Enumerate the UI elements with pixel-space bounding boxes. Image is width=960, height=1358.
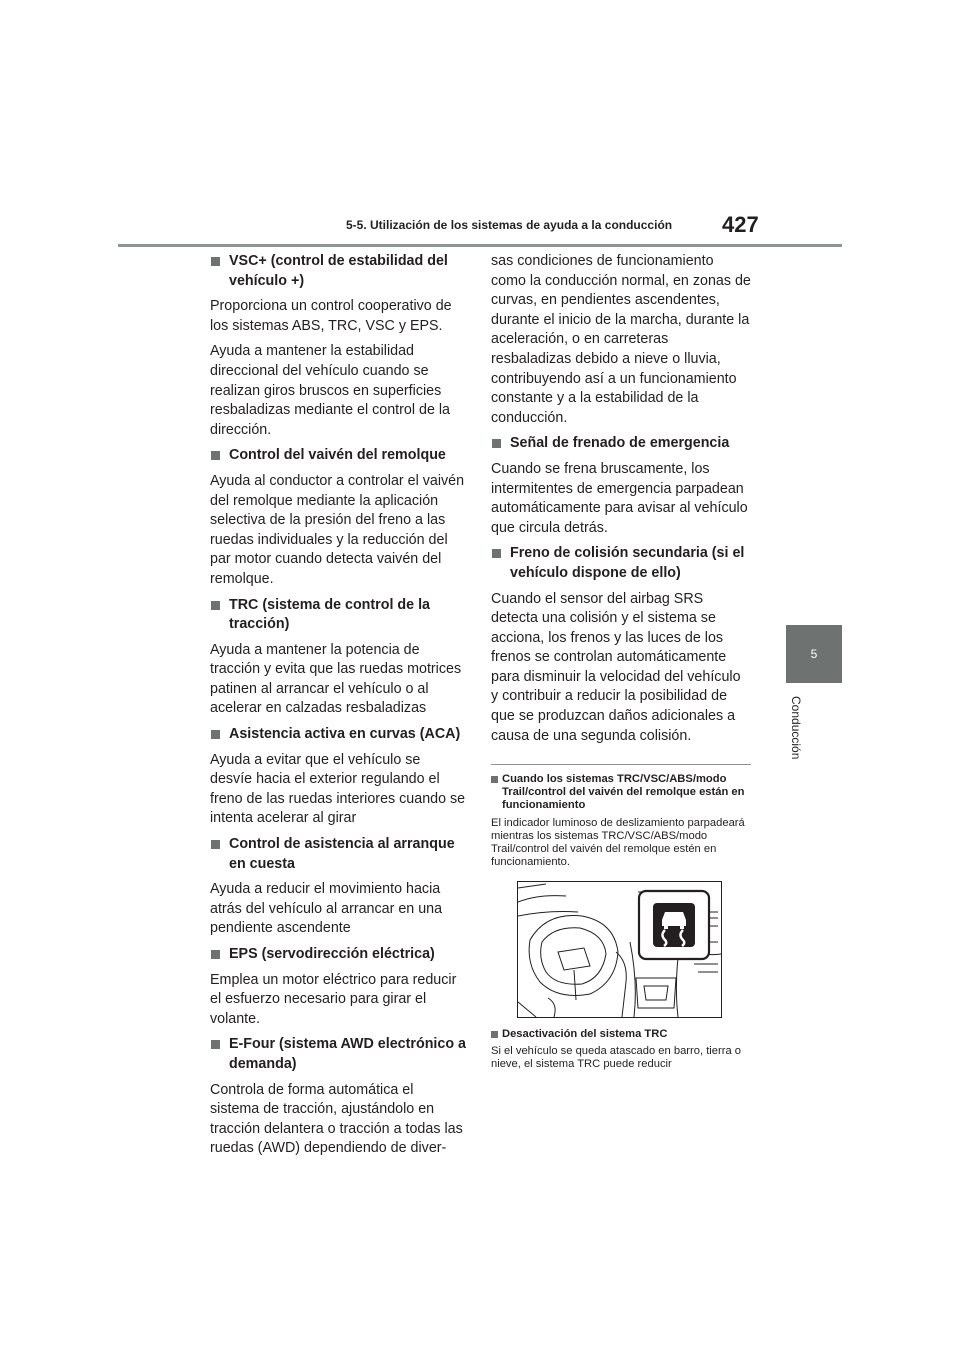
bullet-square-icon: [211, 601, 220, 610]
bullet-square-icon: [211, 950, 220, 959]
slip-indicator-icon: [653, 903, 695, 947]
section-heading: Señal de frenado de emergencia: [510, 435, 730, 452]
bullet-square-icon: [211, 257, 220, 266]
chapter-number: 5: [810, 647, 818, 661]
section-heading: Freno de colisión secundaria (si el vehículo dispone de ello): [510, 545, 745, 581]
note-paragraph: Si el vehículo se queda atascado en barro, tierra o nieve, el sistema TRC puede reducir: [491, 1045, 742, 1071]
note-block: [491, 773, 751, 1071]
paragraph: Ayuda a mantener la potencia de tracción y evita que las ruedas motrices patinen al arrancar el vehículo o al acelerar en calzadas resbaladizas: [210, 641, 462, 717]
section-heading: VSC+ (control de estabilidad del vehículo +): [229, 253, 448, 289]
paragraph: Controla de forma automática el sistema de tracción, ajustándolo en tracción delantera o tracción a todas las ruedas (AWD) dependiendo de diver-: [210, 1081, 463, 1157]
section-hill-start: [210, 835, 466, 939]
paragraph-continuation: sas condiciones de funcionamiento como la conducción normal, en zonas de curvas, en pendientes ascendentes, durante el inicio de la marcha, durante la aceleración, o en carreteras resbaladizas debido a nieve o lluvia, contribuyendo así a un funcionamiento constante y a la estabilidad de la conducción.: [491, 253, 751, 426]
section-heading: E-Four (sistema AWD electrónico a demanda): [229, 1036, 467, 1072]
note-heading: Desactivación del sistema TRC: [502, 1027, 668, 1040]
bullet-square-icon: [491, 776, 498, 783]
page-number: 427: [722, 212, 759, 237]
section-title: 5-5. Utilización de los sistemas de ayuda a la conducción: [346, 218, 673, 232]
section-emergency-brake-signal: [491, 434, 751, 538]
dashboard-illustration: [518, 882, 721, 1017]
section-heading: Control del vaivén del remolque: [229, 447, 446, 464]
section-trailer-sway: [210, 446, 466, 589]
section-heading: EPS (servodirección eléctrica): [229, 946, 435, 962]
section-heading: Asistencia activa en curvas (ACA): [229, 726, 461, 743]
bullet-square-icon: [211, 451, 220, 460]
bullet-square-icon: [211, 730, 220, 739]
section-vsc-plus: [210, 252, 466, 440]
header-rule: [118, 244, 842, 247]
bullet-square-icon: [211, 840, 220, 849]
paragraph: Emplea un motor eléctrico para reducir el esfuerzo necesario para girar el volante.: [210, 971, 457, 1027]
section-heading: TRC (sistema de control de la tracción): [229, 596, 430, 633]
section-heading: Control de asistencia al arranque en cuesta: [229, 836, 455, 872]
bullet-square-icon: [491, 1031, 498, 1038]
section-secondary-collision-brake: [491, 544, 751, 746]
right-column: [491, 252, 751, 1075]
section-e-four: [210, 1035, 466, 1159]
note-divider: [491, 764, 751, 765]
note-heading: Cuando los sistemas TRC/VSC/ABS/modo Trail/control del vaivén del remolque están en funcionamiento: [502, 773, 745, 812]
left-column: [210, 252, 466, 1165]
bullet-square-icon: [492, 439, 501, 448]
bullet-square-icon: [492, 549, 501, 558]
note-paragraph: El indicador luminoso de deslizamiento parpadeará mientras los sistemas TRC/VSC/ABS/modo Trail/control del vaivén del remolque estén en funcionamiento.: [491, 816, 745, 868]
paragraph: Ayuda a mantener la estabilidad direccional del vehículo cuando se realizan giros bruscos en superficies resbaladizas mediante el control de la dirección.: [210, 343, 451, 438]
paragraph: Cuando el sensor del airbag SRS detecta una colisión y el sistema se acciona, los frenos y las luces de los frenos se controlan automáticamente para disminuir la velocidad del vehículo y contribuir a reducir la posibilidad de que se produzcan daños adicionales a causa de una segunda colisión.: [491, 590, 741, 744]
paragraph: Cuando se frena bruscamente, los intermitentes de emergencia parpadean automáticamente para avisar al vehículo que circula detrás.: [491, 460, 748, 536]
paragraph: Ayuda al conductor a controlar el vaivén del remolque mediante la aplicación selectiva de la presión del freno a las ruedas individuales y la reducción del par motor cuando detecta vaivén del remolque.: [210, 472, 465, 587]
chapter-tab: [786, 625, 842, 683]
paragraph: Ayuda a reducir el movimiento hacia atrás del vehículo al arrancar en una pendiente ascendente: [210, 881, 443, 937]
section-trc: [210, 596, 466, 720]
paragraph: Ayuda a evitar que el vehículo se desvíe hacia el exterior regulando el freno de las ruedas interiores cuando se intenta acelerar al girar: [210, 751, 466, 827]
dashboard-figure: [517, 881, 722, 1018]
paragraph: Proporciona un control cooperativo de los sistemas ABS, TRC, VSC y EPS.: [210, 298, 452, 334]
section-aca: [210, 725, 466, 829]
bullet-square-icon: [211, 1040, 220, 1049]
section-eps: [210, 945, 466, 1029]
chapter-title: Conducción: [789, 696, 803, 760]
